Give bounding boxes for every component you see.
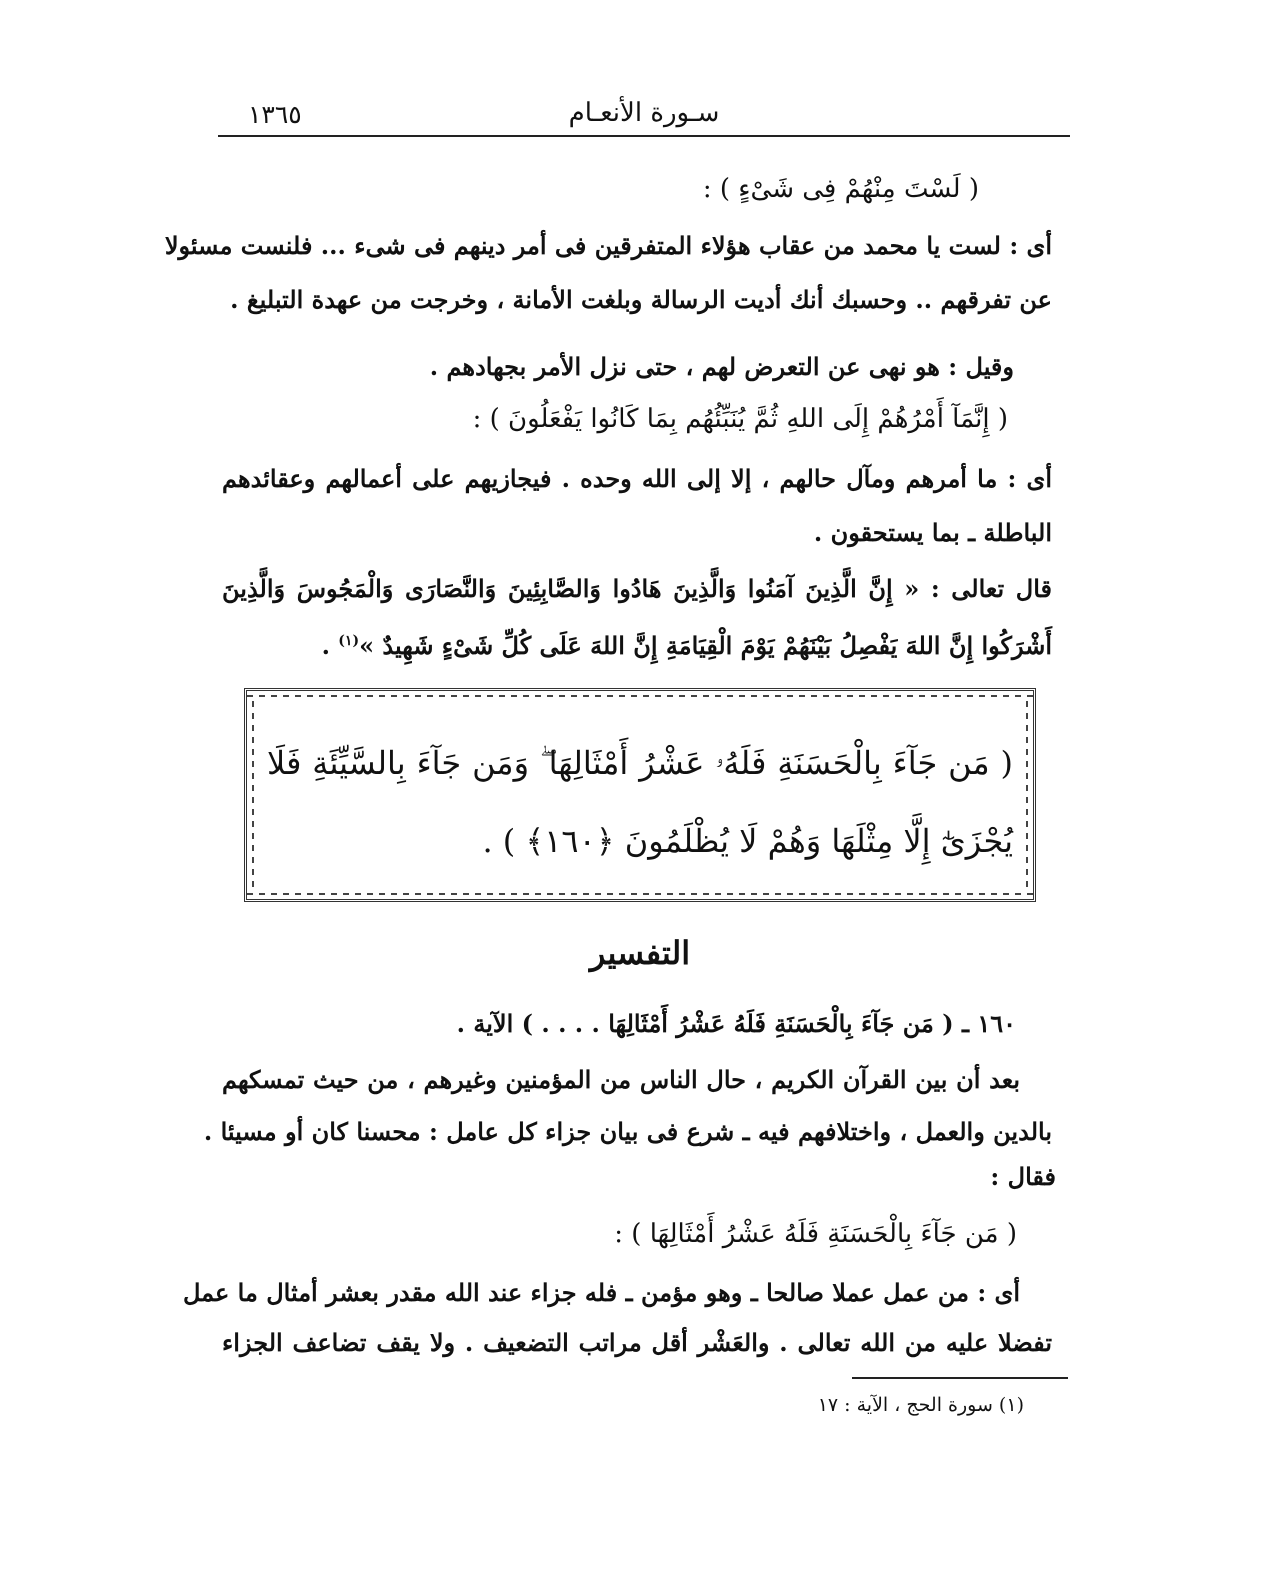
paragraph-line-7 (322, 624, 1052, 663)
tafsir-line-2: بعد أن بين القرآن الكريم ، حال الناس من المؤمنين وغيرهم ، من حيث تمسكهم (222, 1065, 1020, 1094)
tafsir-line-6: تفضلا عليه من الله تعالى . والعَشْر أقل مراتب التضعيف . ولا يقف تضاعف الجزاء (222, 1328, 1052, 1357)
tafsir-line-5: أى : من عمل عملا صالحا ـ وهو مؤمن ـ فله جزاء عند الله مقدر بعشر أمثال ما عمل (182, 1278, 1020, 1307)
footnote-reference: (١) (338, 633, 360, 649)
header-rule (218, 135, 1070, 137)
quran-phrase-1: ( لَسْتَ مِنْهُمْ فِى شَىْءٍ ) : (702, 174, 979, 204)
paragraph-line-5: الباطلة ـ بما يستحقون . (813, 518, 1052, 547)
paragraph-line-3: وقيل : هو نهى عن التعرض لهم ، حتى نزل الأمر بجهادهم . (429, 352, 1014, 381)
paragraph-line-2: عن تفرقهم .. وحسبك أنك أديت الرسالة وبلغت الأمانة ، وخرجت من عهدة التبليغ . (230, 285, 1052, 314)
verse-line-1: ( مَن جَآءَ بِالْحَسَنَةِ فَلَهُۥ عَشْرُ أَمْثَالِهَا ۖ وَمَن جَآءَ بِالسَّيِّئَةِ فَلَا (267, 744, 1013, 782)
quran-phrase-3: ( مَن جَآءَ بِالْحَسَنَةِ فَلَهُ عَشْرُ أَمْثَالِهَا ) : (614, 1219, 1017, 1249)
paragraph-line-4: أى : ما أمرهم ومآل حالهم ، إلا إلى الله وحده . فيجازيهم على أعمالهم وعقائدهم (222, 464, 1052, 493)
page-number: ١٣٦٥ (248, 100, 302, 129)
verse-frame (244, 688, 1036, 902)
verse-line-2: يُجْزَىٰٓ إِلَّا مِثْلَهَا وَهُمْ لَا يُظْلَمُونَ ﴿١٦٠﴾ ) . (482, 822, 1013, 860)
paragraph-line-1: أى : لست يا محمد من عقاب هؤلاء المتفرقين فى أمر دينهم فى شىء ... فلنست مسئولا (164, 231, 1052, 260)
paragraph-line-6: قال تعالى : « إِنَّ الَّذِينَ آمَنُوا وَالَّذِينَ هَادُوا وَالصَّابِئِينَ وَالنَّصَارَى وَالْمَجُوسَ وَالَّذِينَ (222, 574, 1052, 603)
surah-title: سـورة الأنعـام (568, 98, 720, 128)
footnote: (١) سورة الحج ، الآية : ١٧ (817, 1394, 1024, 1416)
tafsir-line-4: فقال : (990, 1162, 1056, 1191)
quran-phrase-2: ( إِنَّمَآ أَمْرُهُمْ إِلَى اللهِ ثُمَّ يُنَبِّئُهُم بِمَا كَانُوا يَفْعَلُونَ ) : (472, 404, 1008, 434)
tafsir-heading: التفسير (589, 934, 691, 972)
tafsir-line-1: ١٦٠ ـ ( مَن جَآءَ بِالْحَسَنَةِ فَلَهُ عَشْرُ أَمْثَالِهَا . . . . ) الآية . (456, 1009, 1016, 1038)
tafsir-line-3: بالدين والعمل ، واختلافهم فيه ـ شرع فى بيان جزاء كل عامل : محسنا كان أو مسيئا . (203, 1117, 1052, 1146)
paragraph-line-7-text: أَشْرَكُوا إِنَّ اللهَ يَفْصِلُ بَيْنَهُمْ يَوْمَ الْقِيَامَةِ إِنَّ اللهَ عَلَى كُلِّ شَىْءٍ شَهِيدٌ » (359, 631, 1052, 660)
paragraph-line-7-end: . (321, 631, 339, 660)
footnote-rule (852, 1377, 1068, 1379)
page-header (218, 92, 1070, 138)
